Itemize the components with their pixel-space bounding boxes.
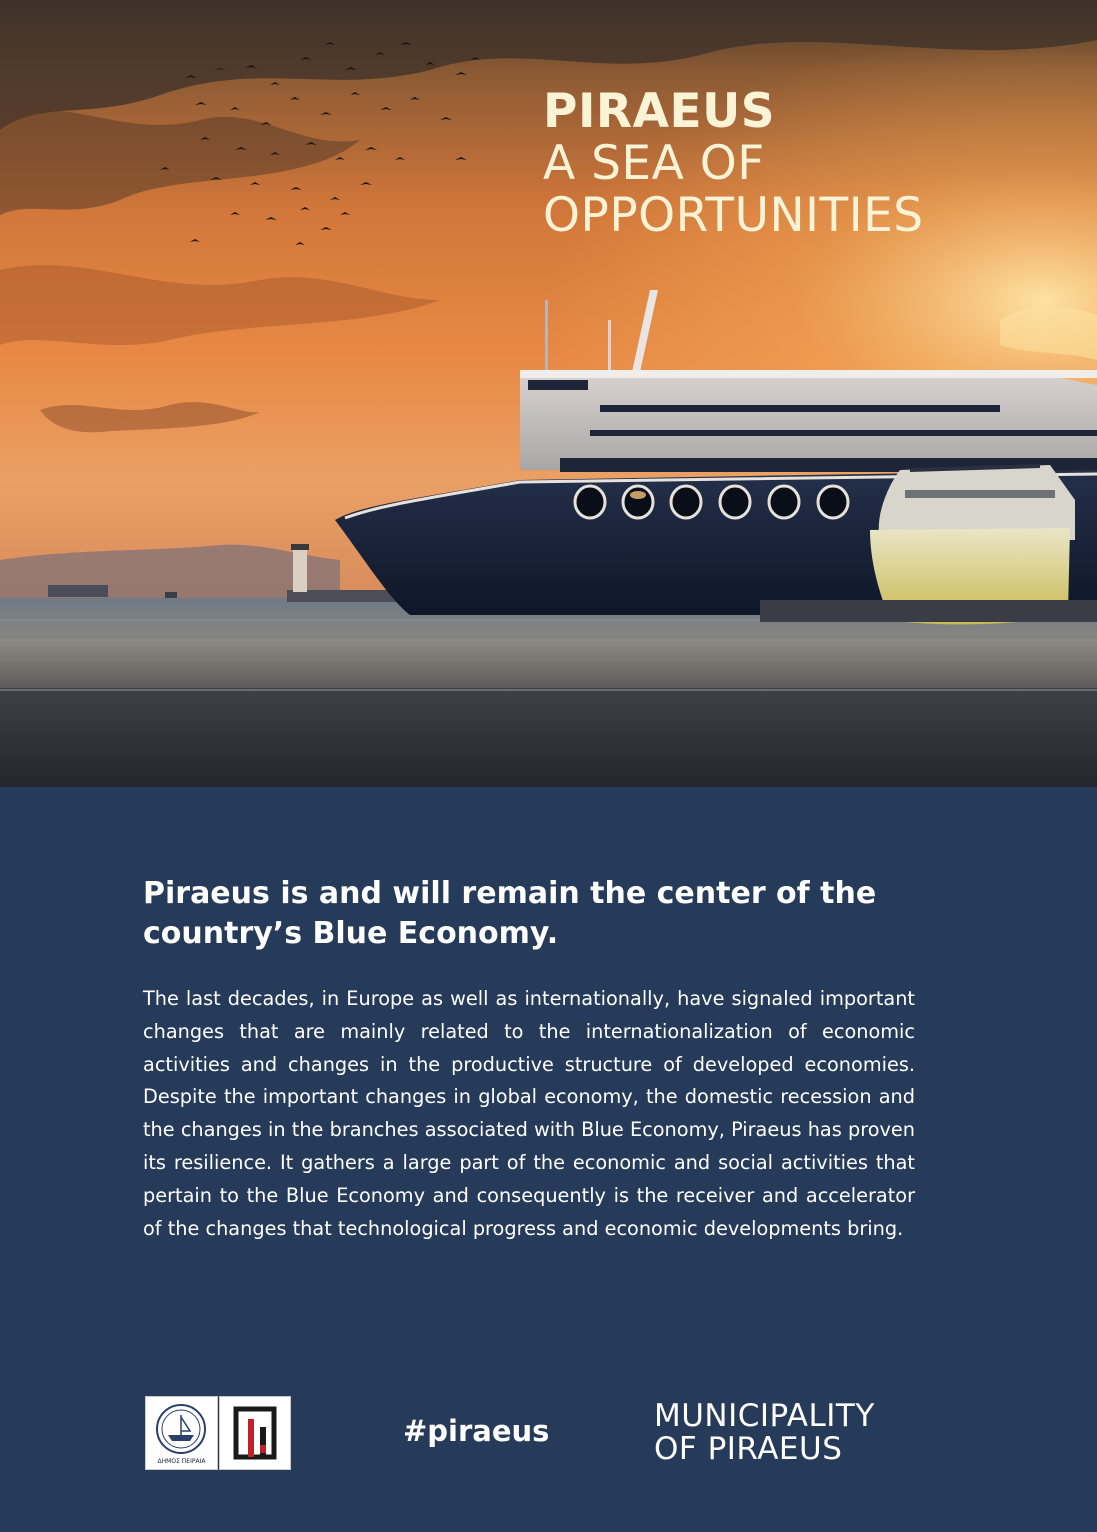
seal-caption: ΔΗΜΟΣ ΠΕΙΡΑΙΑ [157,1458,206,1465]
hero-title [543,84,924,243]
logo-group [145,1396,291,1470]
headline: Piraeus is and will remain the center of the country’s Blue Economy. [143,876,877,951]
pi-logo [219,1396,291,1470]
municipality-wordmark [654,1400,875,1466]
hashtag: #piraeus [403,1414,550,1448]
municipality-seal-logo [145,1396,218,1470]
municipality-line-2: OF PIRAEUS [654,1431,843,1467]
title-line-opportunities: OPPORTUNITIES [543,188,924,243]
title-line-a-sea-of: A SEA OF [543,136,765,191]
text-panel [0,787,1097,1532]
body-paragraph: The last decades, in Europe as well as internationally, have signaled important changes that are mainly related to the internationalization of economic activities and changes in the productive structure of developed economies. Despite the important changes in global economy, the domestic recession and the changes in the branches associated with Blue Economy, Piraeus has proven its resilience. It gathers a large part of the economic and social activities that pertain to the Blue Economy and consequently is the receiver and accelerator of the changes that technological progress and economic developments bring. [143,987,915,1240]
municipality-line-1: MUNICIPALITY [654,1398,875,1434]
title-line-piraeus: PIRAEUS [543,84,776,139]
